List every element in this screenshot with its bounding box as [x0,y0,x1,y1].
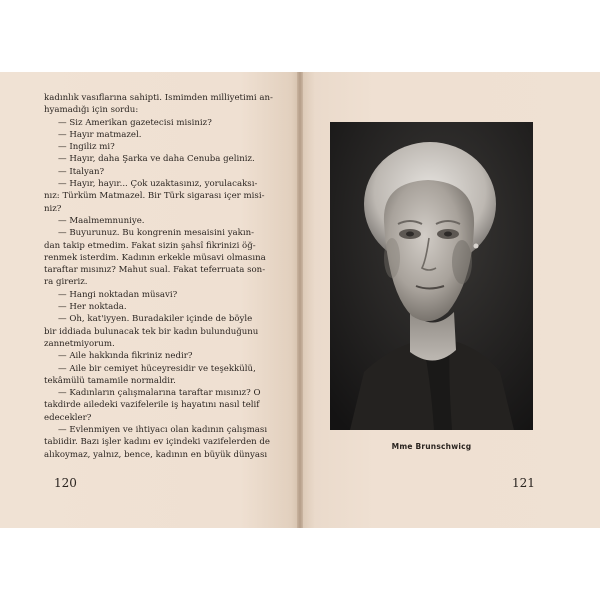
text-line: — Siz Amerikan gazetecisi misiniz? [58,117,212,128]
text-line: nız: Türküm Matmazel. Bir Türk sigarası içer misi- [44,191,265,202]
text-line: — Italyan? [58,166,105,177]
text-line: ra gireriz. [44,277,88,288]
text-line: — Aile bir cemiyet hüceyresidir ve teşekkülü, [58,363,256,374]
text-line: — Evlenmiyen ve ihtiyacı olan kadının çalışması [58,425,268,436]
text-line: bir iddiada bulunacak tek bir kadın bulunduğunu [44,326,259,337]
left-page-text [44,92,274,461]
text-line: tabiidir. Bazı işler kadını ev içindeki vazifelerden de [44,437,271,448]
text-line: taraftar mısınız? Mahut sual. Fakat teferruata son- [44,265,266,276]
text-line: — Buyurunuz. Bu kongrenin mesaisini yakın- [58,228,255,239]
text-line: kadınlık vasıflarına sahipti. Ismimden milliyetimi an- [44,93,273,103]
text-line: — Hayır, hayır... Çok uzaktasınız, yorulacaksı- [58,179,258,190]
text-line: hyamadığı için sordu: [44,105,139,116]
page-number-left: 120 [54,476,77,490]
text-line: tekâmülü tamamile normaldir. [44,375,176,386]
text-line: — Her noktada. [58,302,127,313]
book-gutter [297,72,303,528]
text-line: — Kadınların çalışmalarına taraftar mısınız? O [58,388,261,399]
book-spread [0,72,600,528]
text-line: — Hayır matmazel. [58,129,142,140]
text-line: — Oh, kat'iyyen. Buradakiler içinde de böyle [58,314,253,325]
text-line: zannetmiyorum. [44,338,115,349]
text-line: takdirde ailedeki vazifelerile iş hayatını nasıl telif [44,400,260,411]
text-line: — Aile hakkında fikriniz nedir? [58,351,193,362]
text-line: alıkoymaz, yalnız, bence, kadının en büyük dünyası [44,449,268,460]
left-page [0,72,300,528]
text-line: — Hayır, daha Şarka ve daha Cenuba geliniz. [58,154,255,165]
text-line: — Hangi noktadan müsavi? [58,289,178,300]
text-line: edecekler? [44,412,92,423]
text-line: — Ingiliz mi? [58,142,115,153]
portrait-photo [330,122,533,430]
portrait-image [330,122,533,430]
text-line: dan takip etmedim. Fakat sizin şahsî fikrinizi öğ- [44,240,256,251]
text-line: — Maalmemnuniye. [58,215,145,226]
text-line: niz? [44,203,62,214]
photo-caption: Mme Brunschwicg [391,442,472,451]
page-number-right: 121 [512,476,535,490]
text-line: renmek isterdim. Kadının erkekle müsavi olmasına [44,252,266,263]
